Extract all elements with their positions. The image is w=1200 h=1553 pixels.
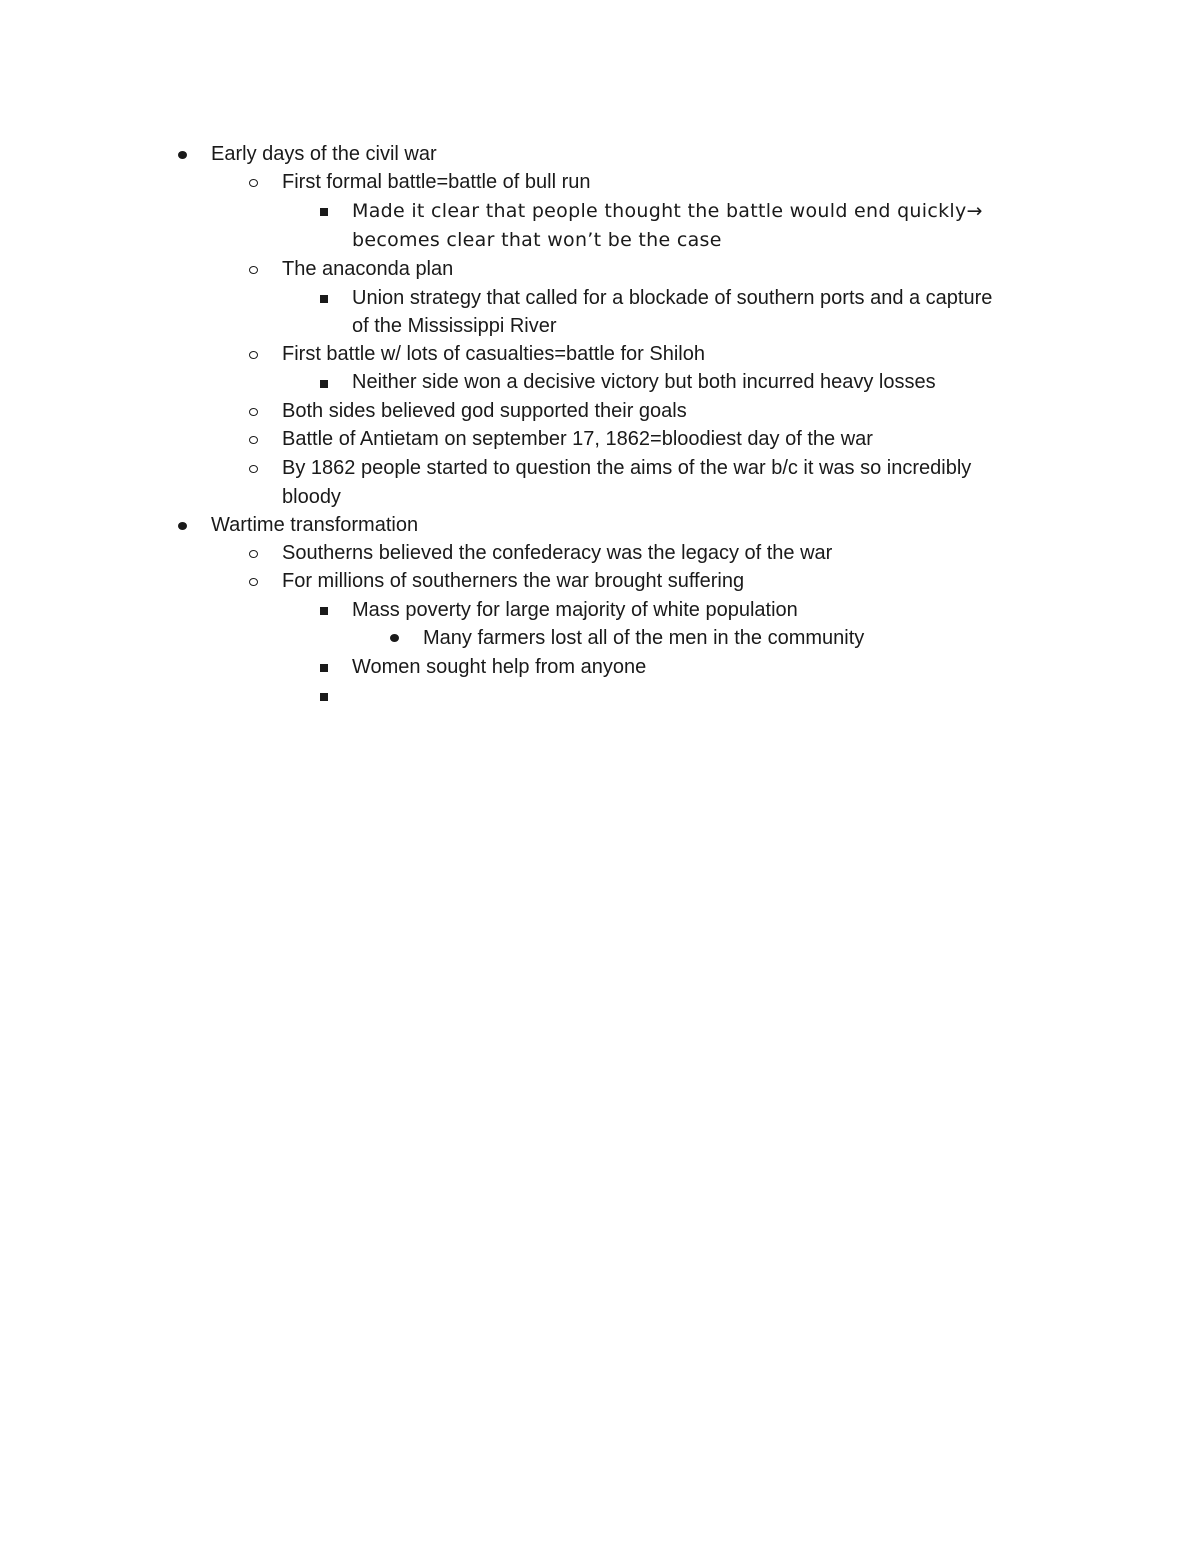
- circle-bullet-icon: [249, 351, 258, 359]
- list-item-level3: Women sought help from anyone: [352, 656, 647, 678]
- circle-bullet-icon: [249, 578, 258, 586]
- disc-bullet-icon: [178, 151, 187, 159]
- list-item-level1: Early days of the civil war: [211, 143, 437, 165]
- list-item-level2: By 1862 people started to question the aims of the war b/c it was so incredibly: [282, 457, 972, 479]
- list-item-level2-continued: bloody: [282, 486, 341, 508]
- list-item-level3: Union strategy that called for a blockade of southern ports and a capture: [352, 287, 993, 309]
- list-item-level1: Wartime transformation: [211, 514, 419, 536]
- square-bullet-icon: [320, 693, 328, 701]
- list-item-level3: Mass poverty for large majority of white population: [352, 599, 798, 621]
- list-item-level4: Many farmers lost all of the men in the community: [423, 627, 865, 649]
- list-item-level2: First formal battle=battle of bull run: [282, 171, 591, 193]
- square-bullet-icon: [320, 607, 328, 615]
- list-item-level2: For millions of southerners the war brought suffering: [282, 570, 745, 592]
- list-item-level2: Southerns believed the confederacy was the legacy of the war: [282, 542, 833, 564]
- square-bullet-icon: [320, 295, 328, 303]
- circle-bullet-icon: [249, 550, 258, 558]
- list-item-level2: Both sides believed god supported their goals: [282, 400, 687, 422]
- list-item-level3: Made it clear that people thought the battle would end quickly→: [352, 200, 983, 222]
- circle-bullet-icon: [249, 408, 258, 416]
- list-item-level3-continued: becomes clear that won’t be the case: [352, 229, 722, 251]
- list-item-level2: The anaconda plan: [282, 258, 454, 280]
- list-item-level3-continued: of the Mississippi River: [352, 315, 557, 337]
- square-bullet-icon: [320, 664, 328, 672]
- square-bullet-icon: [320, 380, 328, 388]
- circle-bullet-icon: [249, 179, 258, 187]
- square-bullet-icon: [320, 208, 328, 216]
- circle-bullet-icon: [249, 465, 258, 473]
- list-item-level2: Battle of Antietam on september 17, 1862=bloodiest day of the war: [282, 428, 873, 450]
- circle-bullet-icon: [249, 436, 258, 444]
- list-item-level2: First battle w/ lots of casualties=battle for Shiloh: [282, 343, 705, 365]
- circle-bullet-icon: [249, 266, 258, 274]
- list-item-level3: Neither side won a decisive victory but both incurred heavy losses: [352, 371, 936, 393]
- disc-bullet-icon: [178, 522, 187, 530]
- disc-bullet-icon: [390, 634, 399, 642]
